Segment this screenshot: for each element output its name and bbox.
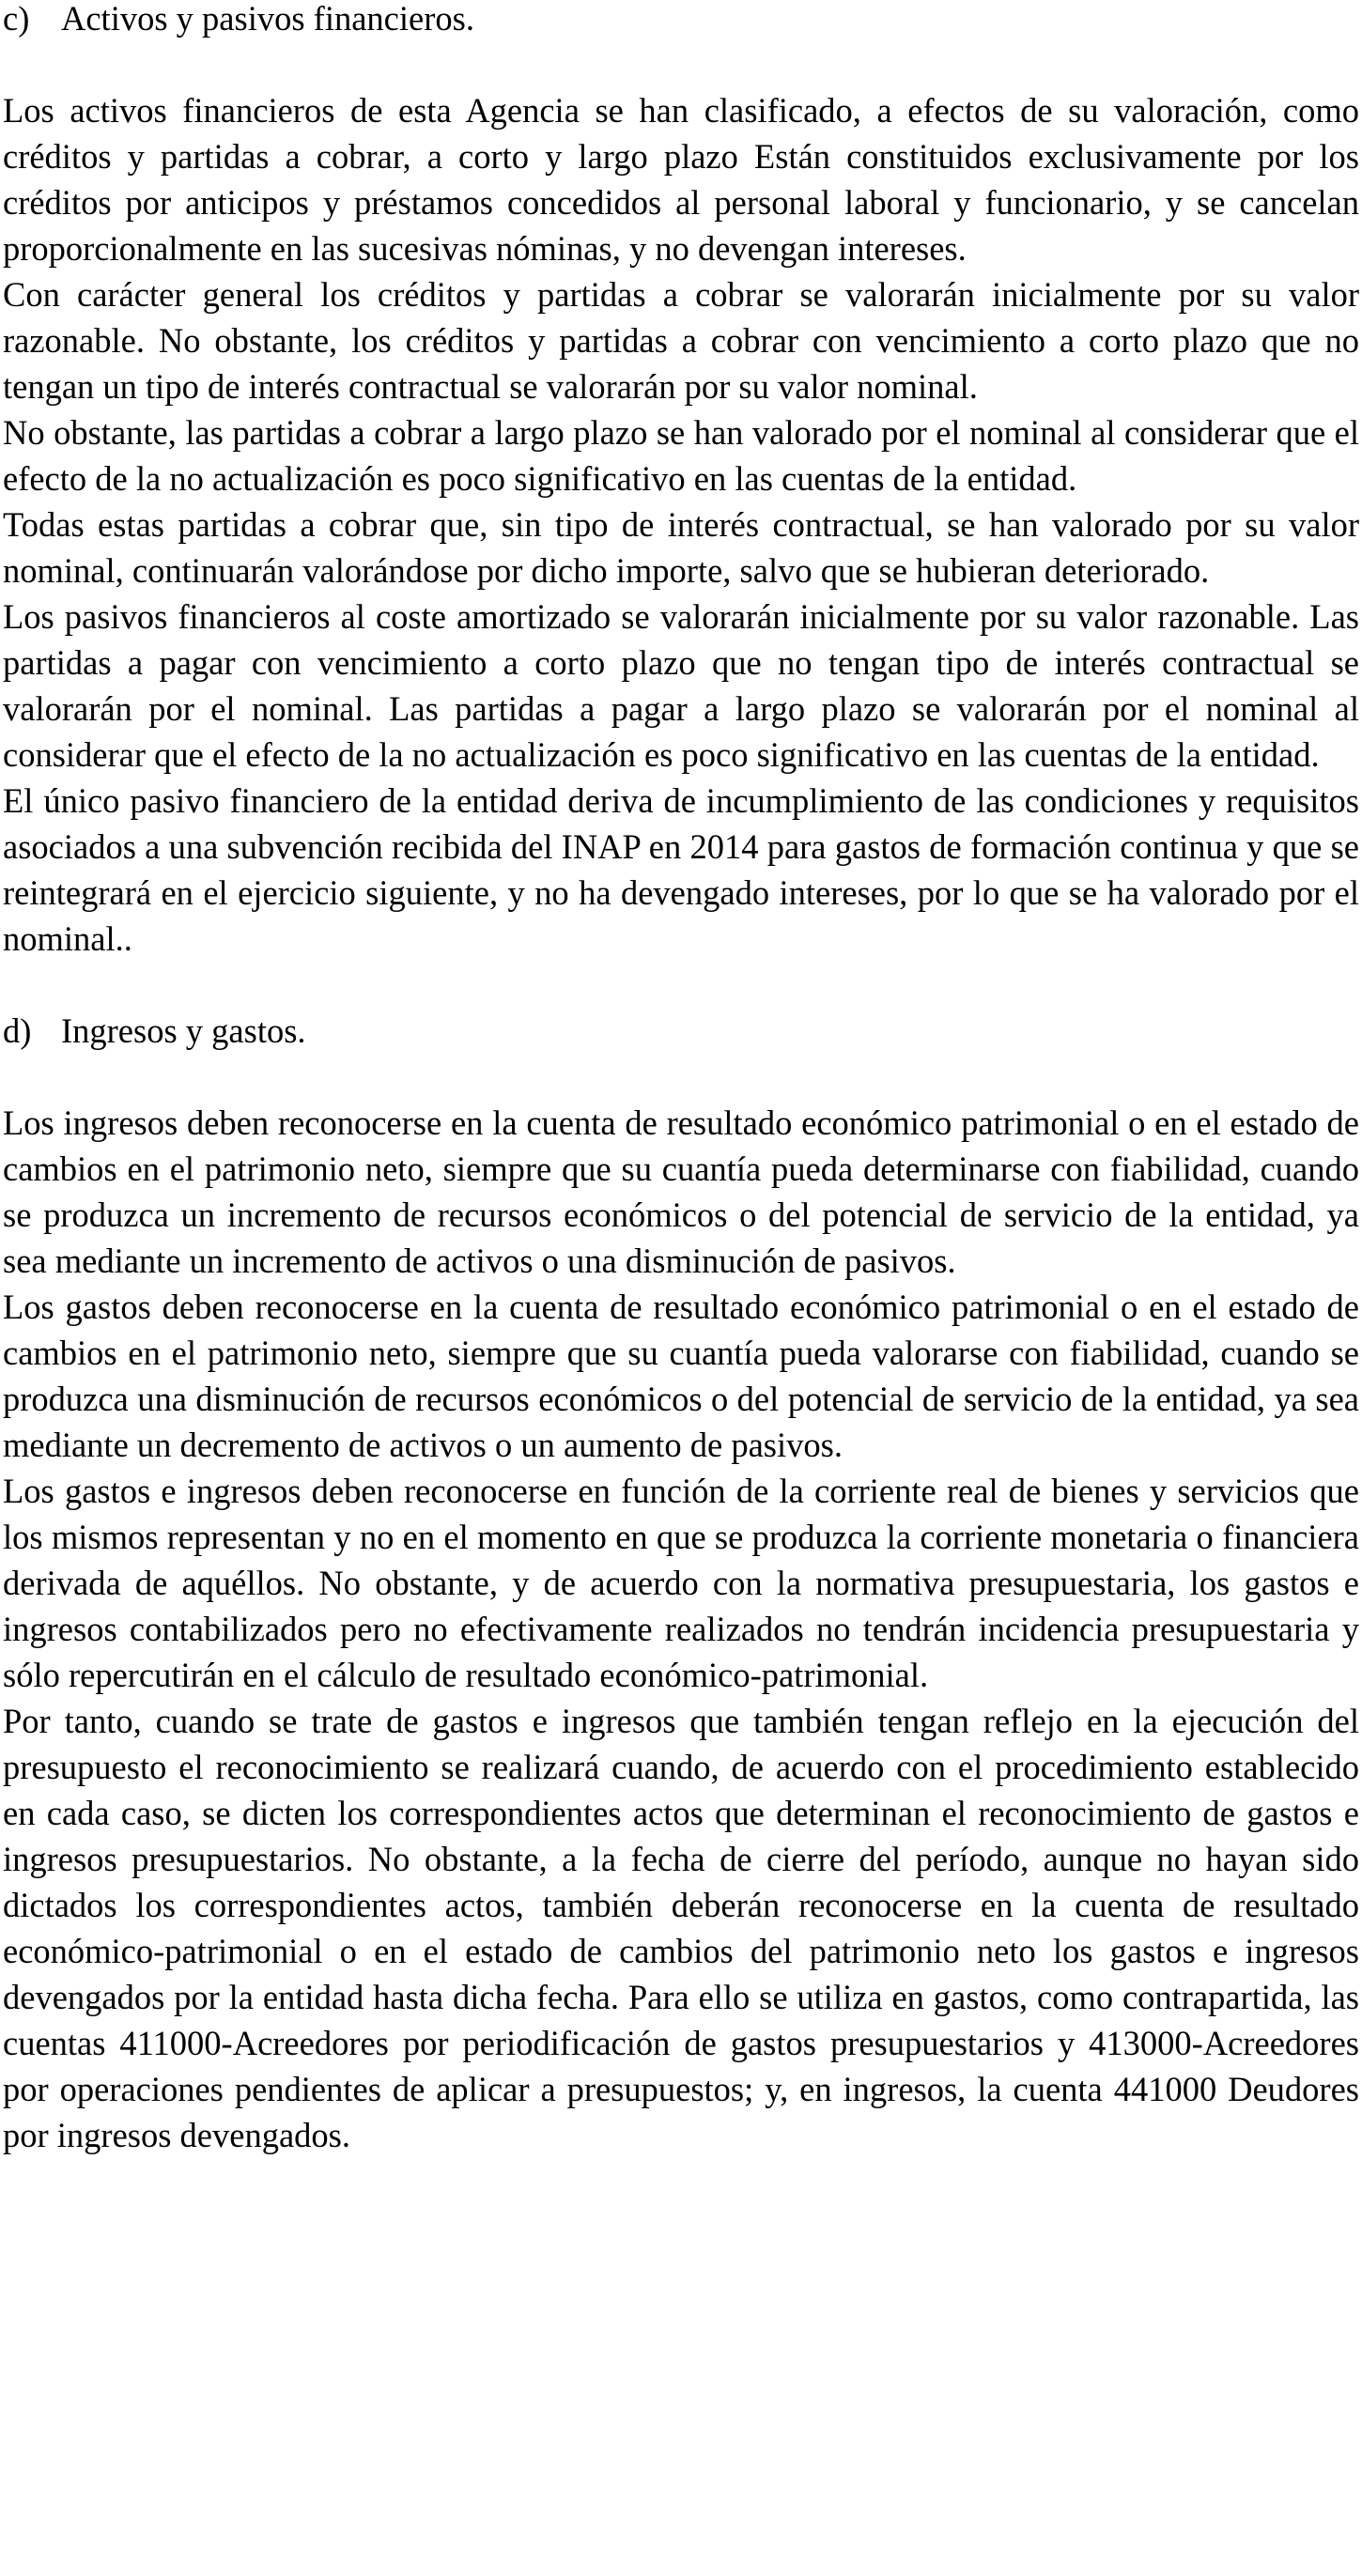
paragraph: Por tanto, cuando se trate de gastos e ingresos que también tengan reflejo en la ejecución del presupuesto el reconocimiento se realizará cuando, de acuerdo con el procedimiento establecido en cada caso, se dicten los correspondientes actos que determinan el reconocimiento de gastos e ingresos presupuestarios. No obstante, a la fecha de cierre del período, aunque no hayan sido dictados los correspondientes actos, también deberán reconocerse en la cuenta de resultado económico-patrimonial o en el estado de cambios del patrimonio neto los gastos e ingresos devengados por la entidad hasta dicha fecha. Para ello se utiliza en gastos, como contrapartida, las cuentas 411000-Acreedores por periodificación de gastos presupuestarios y 413000-Acreedores por operaciones pendientes de aplicar a presupuestos; y, en ingresos, la cuenta 441000 Deudores por ingresos devengados. (3, 1702, 1359, 2154)
paragraph: Los activos financieros de esta Agencia se han clasificado, a efectos de su valoración, como créditos y partidas a cobrar, a corto y largo plazo Están constituidos exclusivamente por los créditos por anticipos y préstamos concedidos al personal laboral y funcionario, y se cancelan proporcionalmente en las sucesivas nóminas, y no devengan intereses. (3, 91, 1359, 268)
section-heading-d (3, 1008, 1359, 1054)
section-title: Activos y pasivos financieros. (61, 0, 474, 38)
paragraph: El único pasivo financiero de la entidad deriva de incumplimiento de las condiciones y requisitos asociados a una subvención recibida del INAP en 2014 para gastos de formación continua y que se reintegrará en el ejercicio siguiente, y no ha devengado intereses, por lo que se ha valorado por el nominal.. (3, 781, 1359, 958)
paragraph: Con carácter general los créditos y partidas a cobrar se valorarán inicialmente por su valor razonable. No obstante, los créditos y partidas a cobrar con vencimiento a corto plazo que no tengan un tipo de interés contractual se valorarán por su valor nominal. (3, 275, 1359, 406)
spacer (3, 1054, 1359, 1100)
section-marker: c) (3, 0, 30, 38)
paragraph: Los pasivos financieros al coste amortizado se valorarán inicialmente por su valor razonable. Las partidas a pagar con vencimiento a corto plazo que no tengan tipo de interés contractual se valorarán por el nominal. Las partidas a pagar a largo plazo se valorarán por el nominal al considerar que el efecto de la no actualización es poco significativo en las cuentas de la entidad. (3, 597, 1359, 774)
paragraph: No obstante, las partidas a cobrar a largo plazo se han valorado por el nominal al considerar que el efecto de la no actualización es poco significativo en las cuentas de la entidad. (3, 413, 1359, 498)
spacer (3, 41, 1359, 87)
paragraph: Los ingresos deben reconocerse en la cuenta de resultado económico patrimonial o en el estado de cambios en el patrimonio neto, siempre que su cuantía pueda determinarse con fiabilidad, cuando se produzca un incremento de recursos económicos o del potencial de servicio de la entidad, ya sea mediante un incremento de activos o una disminución de pasivos. (3, 1103, 1359, 1280)
section-title: Ingresos y gastos. (61, 1011, 306, 1050)
paragraph: Todas estas partidas a cobrar que, sin tipo de interés contractual, se han valorado por su valor nominal, continuarán valorándose por dicho importe, salvo que se hubieran deteriorado. (3, 505, 1359, 590)
paragraph: Los gastos deben reconocerse en la cuenta de resultado económico patrimonial o en el estado de cambios en el patrimonio neto, siempre que su cuantía pueda valorarse con fiabilidad, cuando se produzca una disminución de recursos económicos o del potencial de servicio de la entidad, ya sea mediante un decremento de activos o un aumento de pasivos. (3, 1288, 1359, 1464)
spacer (3, 962, 1359, 1008)
paragraph: Los gastos e ingresos deben reconocerse en función de la corriente real de bienes y servicios que los mismos representan y no en el momento en que se produzca la corriente monetaria o financiera derivada de aquéllos. No obstante, y de acuerdo con la normativa presupuestaria, los gastos e ingresos contabilizados pero no efectivamente realizados no tendrán incidencia presupuestaria y sólo repercutirán en el cálculo de resultado económico-patrimonial. (3, 1472, 1359, 1694)
section-heading-c (3, 0, 1359, 41)
section-marker: d) (3, 1011, 32, 1050)
